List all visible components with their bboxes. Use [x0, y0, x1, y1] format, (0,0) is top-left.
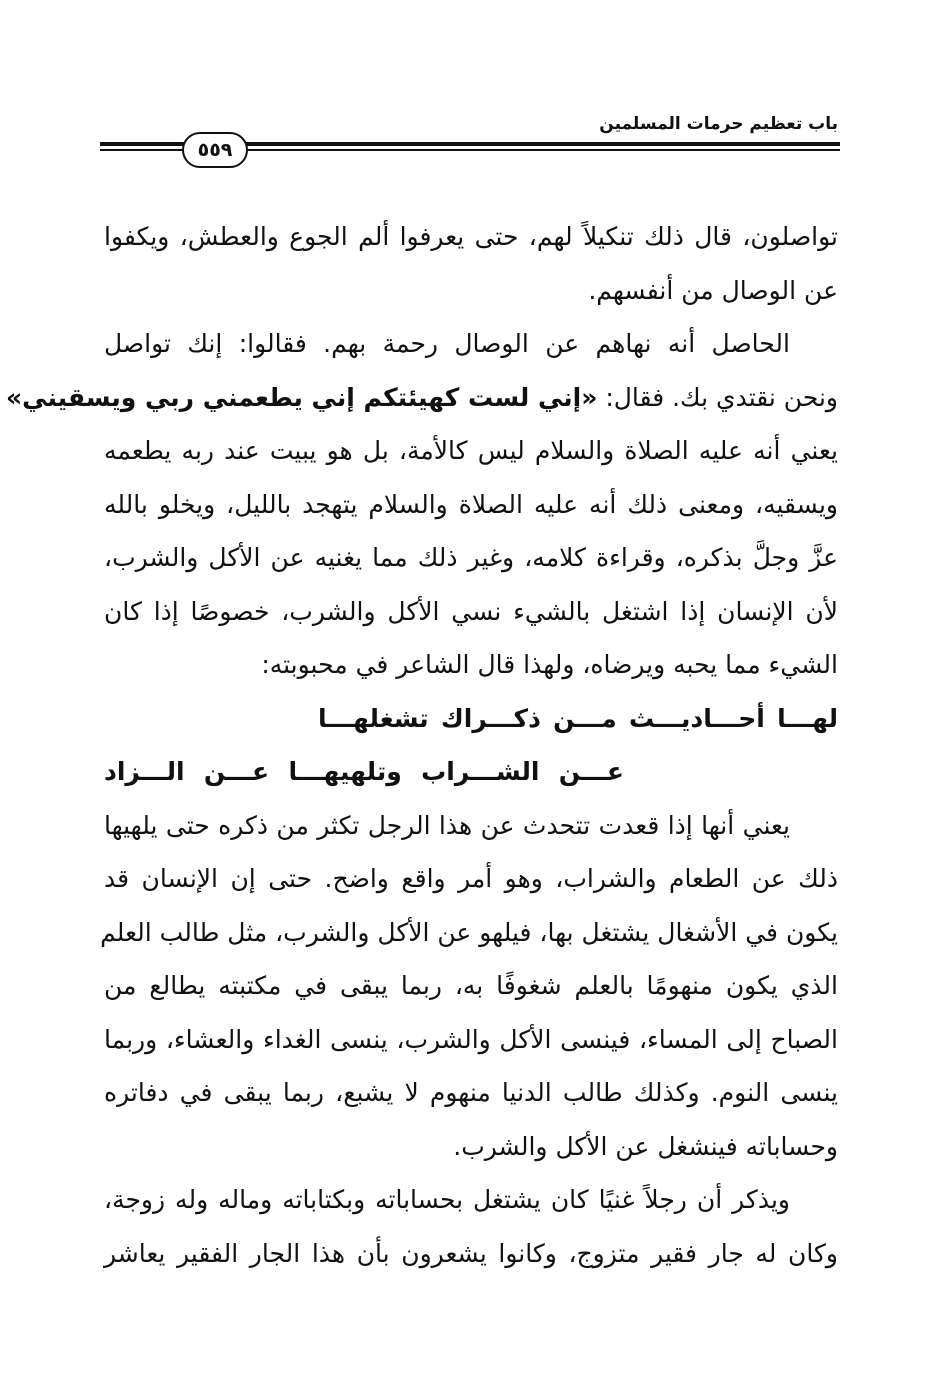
body-line: ويذكر أن رجلاً غنيًا كان يشتغل بحساباته وبكتاباته وماله وله زوجة، — [104, 1185, 790, 1214]
verse-first-text: لهـــا أحـــاديـــث مـــن ذكـــراك تشغلهـــا — [318, 703, 838, 733]
body-line: لأن الإنسان إذا اشتغل بالشيء نسي الأكل والشرب، خصوصًا إذا كان — [104, 596, 838, 626]
body-line: ينسى النوم. وكذلك طالب الدنيا منهوم لا يشبع، ربما يبقى في دفاتره — [104, 1078, 838, 1107]
page-number: ٥٥٩ — [182, 132, 248, 168]
verse-second-hemistich — [104, 747, 838, 801]
body-line: الشيء مما يحبه ويرضاه، ولهذا قال الشاعر في محبوبته: — [261, 650, 838, 679]
body-line: ويسقيه، ومعنى ذلك أنه عليه الصلاة والسلام يتهجد بالليل، ويخلو بالله — [104, 489, 838, 519]
body-line: تواصلون، قال ذلك تنكيلاً لهم، حتى يعرفوا ألم الجوع والعطش، ويكفوا — [104, 222, 838, 251]
body-line: الصباح إلى المساء، فينسى الأكل والشرب، ينسى الغداء والعشاء، وربما — [104, 1024, 838, 1054]
running-title: باب تعظيم حرمات المسلمين — [599, 114, 838, 134]
body-line: الحاصل أنه نهاهم عن الوصال رحمة بهم. فقالوا: إنك تواصل — [104, 329, 790, 358]
hadith-quote: «إني لست كهيئتكم إني يطعمني ربي ويسقيني» — [6, 382, 598, 412]
body-line: الذي يكون منهومًا بالعلم شغوفًا به، ربما يبقى في مكتبته يطالع من — [104, 971, 838, 1000]
body-line: يعني أنها إذا قعدت تتحدث عن هذا الرجل تكثر من ذكره حتى يلهيها — [104, 810, 790, 840]
verse-first-hemistich — [104, 694, 838, 748]
verse-second-text: عـــن الشـــراب وتلهيهـــا عـــن الـــزاد — [104, 757, 624, 786]
body-line: يكون في الأشغال يشتغل بها، فيلهو عن الأكل والشرب، مثل طالب العلم — [100, 917, 838, 947]
body-line: ذلك عن الطعام والشراب، وهو أمر واقع واضح. حتى إن الإنسان قد — [104, 864, 838, 893]
body-line: يعني أنه عليه الصلاة والسلام ليس كالأمة، بل هو يبيت عند ربه يطعمه — [104, 436, 838, 465]
body-line: وحساباته فينشغل عن الأكل والشرب. — [453, 1131, 838, 1161]
page-body — [6, 212, 838, 1282]
body-line: وكان له جار فقير متزوج، وكانوا يشعرون بأن هذا الجار الفقير يعاشر — [104, 1238, 838, 1268]
body-line: عن الوصال من أنفسهم. — [588, 275, 838, 305]
page-header — [100, 112, 840, 162]
body-line-with-quote — [6, 373, 838, 427]
body-line-text: ونحن نقتدي بك. فقال: — [605, 382, 838, 412]
body-line: عزَّ وجلَّ بذكره، وقراءة كلامه، وغير ذلك مما يغنيه عن الأكل والشرب، — [104, 543, 838, 572]
